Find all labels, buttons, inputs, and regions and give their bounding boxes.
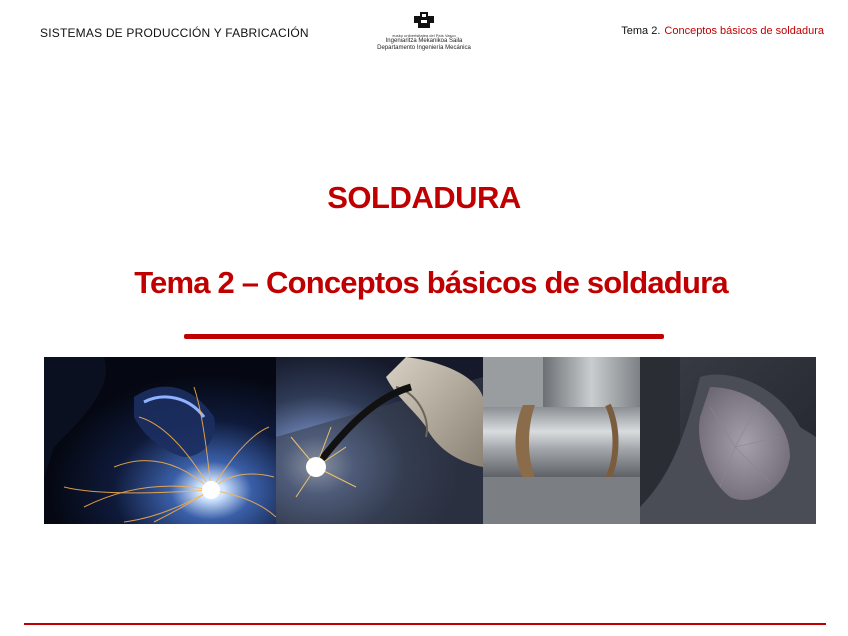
topic-header	[621, 25, 824, 37]
welder-sparks-photo	[44, 357, 276, 524]
university-emblem-icon	[411, 10, 437, 32]
slide-title: SOLDADURA	[327, 180, 521, 215]
slide-subtitle: Tema 2 – Conceptos básicos de soldadura	[134, 265, 728, 300]
logo-small-line: eusko unibertsitatea del País Vasco	[392, 33, 456, 38]
footer-divider	[24, 623, 826, 625]
topic-title: Conceptos básicos de soldadura	[664, 25, 824, 37]
topic-number: Tema 2.	[621, 25, 661, 37]
photo-strip	[44, 357, 816, 524]
welding-gloves-arc-photo	[276, 357, 483, 524]
university-logo	[360, 10, 488, 66]
logo-department-eu: Ingeniaritza Mekanikoa Saila	[385, 38, 463, 44]
logo-department-es: Departamento Ingeniería Mecánica	[377, 45, 471, 51]
title-divider	[184, 334, 664, 339]
weld-cross-section-photo	[640, 357, 816, 524]
welded-pipe-joint-photo	[483, 357, 640, 524]
course-title: SISTEMAS DE PRODUCCIÓN Y FABRICACIÓN	[40, 26, 309, 40]
